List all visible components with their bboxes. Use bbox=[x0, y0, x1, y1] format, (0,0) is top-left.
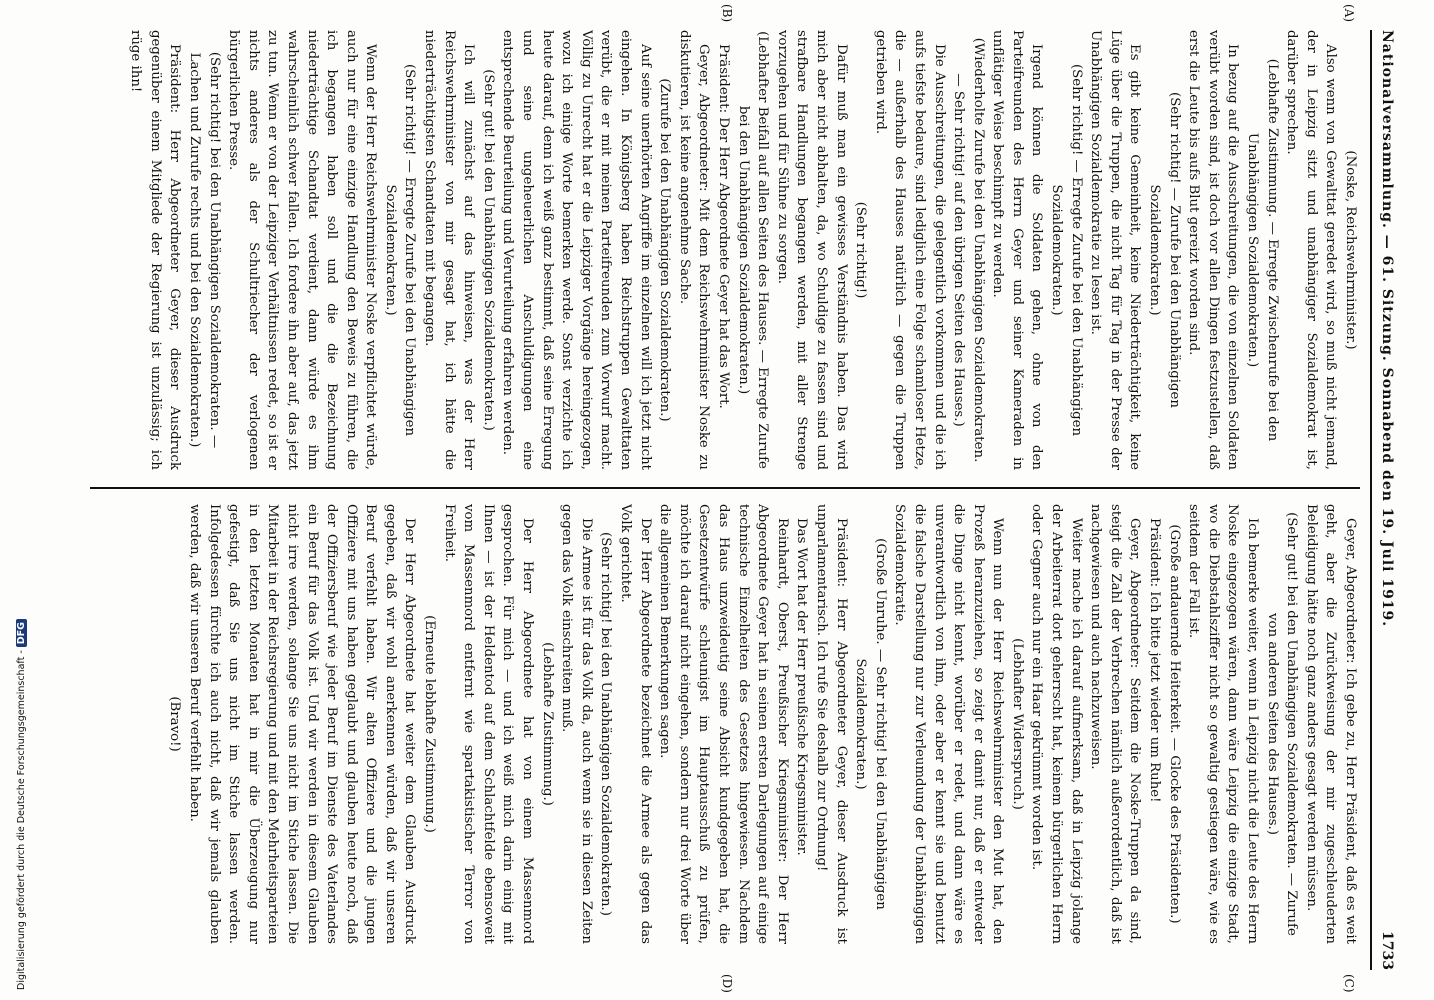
paragraph: Weiter mache ich darauf aufmerksam, daß in Leipzig jolange der Arbeiterrat dort geherrscht hat, keinem bürgerlichen Herrn oder Gegner auch nur ein Haar gekrümmt worden ist. bbox=[1029, 504, 1084, 944]
column-divider bbox=[90, 487, 1360, 489]
paragraph: Geyer, Abgeordneter: Seitdem die Noske-Truppen da sind, steigt die Zahl der Verbrechen nämlich außerordentlich, daß ist nachgewiesen und auch nachzuweisen. bbox=[1088, 504, 1143, 944]
paragraph: Ich will zunächst auf das hinweisen, was der Herr Reichswehrminister von mir gesagt hat, ich hätte die niederträchtigsten Schandtaten mit begangen. bbox=[422, 30, 477, 470]
paragraph: Auf seine unerhörten Angriffe im einzelnen will ich jetzt nicht eingehen. In Königsberg haben Reichstruppen Gewalttaten verübt, die er mit meinen Parteifreunden zum Vorwurf macht. Völlig zu Unrecht hat er die Leipziger Vorgänge hereingezogen, wozu ich einige Worte bemerken werde. Sonst verzichte ich heute darauf, denn ich weiß ganz bestimmt, daß seine Erregung und seine ungeheuerlichen Anschuldigungen eine entsprechende Beurteilung und Verurteilung erfahren werden. bbox=[500, 30, 653, 470]
paragraph: Die Armee ist für das Volk da, auch wenn sie in diesen Zeiten gegen das Volk einschreiten muß. bbox=[559, 504, 594, 944]
paragraph: (Zurufe bei den Unabhängigen Sozialdemokraten.) bbox=[657, 78, 673, 422]
paragraph: Ich bemerke weiter, wenn in Leipzig nicht die Leute des Herrn Noske eingezogen wären, dann wäre Leipzig die einzige Stadt, wo die Diebstahlsziffer nicht so gewaltig gestiegen wäre, wie es seitdem der Fall ist. bbox=[1186, 504, 1261, 944]
paragraph: (Sehr richtig! — Erregte Zurufe bei den Unabhängigen Sozialdemokraten.) bbox=[1049, 63, 1084, 437]
paragraph: Wenn nun der Herr Reichswehrminister den Mut hat, den Prozeß heranzuziehen, so zeigt er damit nur, daß er entweder die Dinge nicht kennt, worüber er redet, und dann wäre es unverantwortlich von ihm, oder aber er kennt sie und benutzt die falsche Darstellung nur zur Verleumdung der Unabhängigen Sozialdemokratie. bbox=[892, 504, 1006, 944]
credit-text: Digitalisierung gefördert durch die Deutsche Forschungsgemeinschaft - bbox=[16, 650, 27, 990]
page-header bbox=[1374, 30, 1400, 970]
paragraph: (Lebhafter Beifall auf allen Seiten des Hauses. — Erregte Zurufe bei den Unabhängigen Sozialdemokraten.) bbox=[735, 31, 771, 469]
paragraph: Irgend können die Soldaten gehen, ohne von den Parteifreunden des Herrn Geyer und seiner Kameraden in unflätiger Weise beschimpft zu werden. bbox=[990, 30, 1045, 470]
paragraph: (Sehr richtig! bei den Unabhängigen Sozialdemokraten.) bbox=[598, 532, 614, 916]
paragraph: Geyer, Abgeordneter: Mit dem Reichswehrminister Noske zu diskutieren, ist keine angenehme Sache. bbox=[676, 30, 712, 470]
margin-marker-a: (A) bbox=[1342, 4, 1356, 23]
margin-marker-b: (B) bbox=[720, 4, 734, 23]
paragraph: Geyer, Abgeordneter: Ich gebe zu, Herr Präsident, daß es weit geht, aber die Zurückweisung der mir zugeschleuderten Beleidigung hätte noch ganz anders gesagt werden müssen. bbox=[1303, 504, 1358, 944]
margin-marker-d: (D) bbox=[720, 974, 734, 993]
paragraph: (Sehr richtig! bei den Unabhängigen Sozialdemokraten. — Lachen und Zurufe rechts und bei den Sozialdemokraten.) bbox=[186, 51, 222, 449]
left-text-column bbox=[80, 30, 1360, 470]
digitization-credit bbox=[16, 10, 30, 990]
paragraph: Präsident: Herr Abgeordneter Geyer, dieser Ausdruck ist unparlamentarisch. Ich rufe Sie deshalb zur Ordnung! bbox=[813, 504, 849, 944]
paragraph: (Große Unruhe. — Sehr richtig! bei den Unabhängigen Sozialdemokraten.) bbox=[853, 538, 888, 910]
paragraph: (Große andauernde Heiterkeit. — Glocke des Präsidenten.) bbox=[1166, 524, 1182, 924]
paragraph: (Sehr gut! bei den Unabhängigen Sozialdemokraten.) bbox=[480, 69, 496, 431]
paragraph: Wenn der Herr Reichswehrminister Noske verpflichtet würde, auch nur für eine einzige Handlung den Beweis zu führen, die ich begangen haben soll und die die Bezeichnung niederträchtige Schandtat verdient, dann würde es ihm wahrscheinlich schwer fallen. Ich fordere ihn aber auf, das jetzt zu tun. Wenn er von der Leipziger Verhältnissen redet, so ist er nichts anderes als der Schultriecher der verlogenen bürgerlichen Presse. bbox=[226, 30, 379, 470]
paragraph: (Lebhafter Widerspruch.) bbox=[1009, 638, 1025, 810]
margin-marker-c: (C) bbox=[1342, 974, 1356, 993]
paragraph: Präsident: Herr Abgeordneter Geyer, dieser Ausdruck gegenüber einem Mitgliede der Regierung ist unzulässig; ich rüge ihn! bbox=[128, 30, 183, 470]
paragraph: Also wenn von Gewalttat geredet wird, so muß nicht jemand, der in Leipzig sitzt und unabhängiger Sozialdemokrat ist, darüber sprechen. bbox=[1284, 30, 1339, 470]
paragraph: Der Herr Abgeordnete hat weiter dem Glauben Ausdruck gegeben, daß wir wohl anerkennen würden, daß wir unseren Beruf verfehlt haben. Wir alten Offiziere und die jungen Offiziere mit uns haben geglaubt und glauben heute noch, daß der Offiziersberuf wie jeder Beruf im Dienste des Vaterlandes ein Beruf für das Volk ist. Und wir werden in diesem Glauben nicht irre werden, solange Sie uns nicht im Stiche lassen. Die Mitarbeit in der Reichsregierung und mit den Mehrheitsparteien in den letzten Monaten hat in mir die Überzeugung nur gefestigt, daß Sie uns nicht im Stiche lassen werden. Infolgedessen fürchte ich auch nicht, daß wir jemals glauben werden, daß wir unseren Beruf verfehlt haben. bbox=[186, 504, 418, 944]
right-text-column bbox=[80, 504, 1360, 944]
paragraph: (Wiederholte Zurufe bei den Unabhängigen Sozialdemokraten. — Sehr richtig! auf den übrigen Seiten des Hauses.) bbox=[951, 37, 986, 463]
paragraph: Reinhardt, Oberst, Preußischer Kriegsminister: Der Herr Abgeordnete Geyer hat in seinen ersten Darlegungen auf einige technische Einzelheiten des Gesetzes hingewiesen. Nachdem das Haus unzweideutig seine Absicht kundgegeben hat, die Gesetzentwürfe schleunigst im Hauptausschuß zu prüfen, möchte ich darauf nicht eingehen, sondern nur drei Worte über die allgemeinen Bemerkungen sagen. bbox=[657, 504, 790, 944]
header-rule bbox=[1370, 30, 1372, 970]
paragraph: (Lebhafte Zustimmung.) bbox=[539, 642, 555, 806]
paragraph: Präsident: Der Herr Abgeordnete Geyer hat das Wort. bbox=[716, 44, 731, 409]
paragraph: Der Herr Abgeordnete bezeichnet die Armee als gegen das Volk gerichtet. bbox=[618, 504, 653, 944]
paragraph: (Lebhafte Zustimmung. — Erregte Zwischenrufe bei den Unabhängigen Sozialdemokraten.) bbox=[1245, 58, 1280, 442]
page-title: Nationalversammlung. — 61. Sitzung. Sonnabend den 19. Juli 1919. bbox=[1379, 30, 1395, 628]
paragraph: Der Herr Abgeordnete hat von einem Massenmord gesprochen. Für mich — und ich weiß mich darin einig mit Ihnen — ist der Heldentod auf dem Schlachtfelde ebensoweit vom Massenmord entfernt wie spartakistischer Terror von Freiheit. bbox=[441, 504, 536, 944]
paragraph: (Sehr gut! bei den Unabhängigen Sozialdemokraten. — Zurufe von anderen Seiten des Hauses.) bbox=[1264, 512, 1300, 936]
paragraph: Es gibt keine Gemeinheit, keine Niederträchtigkeit, keine Lüge über die Truppen, die nicht Tag für Tag in der Presse der Unabhängigen Sozialdemokratie zu lesen ist. bbox=[1088, 30, 1143, 470]
paragraph: (Sehr richtig! — Zurufe bei den Unabhängigen Sozialdemokraten.) bbox=[1147, 92, 1182, 408]
paragraph: Präsident: Ich bitte jetzt wieder um Ruhe! bbox=[1147, 518, 1163, 803]
paragraph: (Sehr richtig!) bbox=[853, 201, 869, 299]
paragraph: Dafür muß man ein gewisses Verständnis haben. Das wird mich aber nicht abhalten, da, wo Schuldige zu fassen sind und strafbare Handlungen begangen werden, mit aller Strenge vorzugehen und für Sühne zu sorgen. bbox=[774, 30, 849, 470]
paragraph: (Noske, Reichswehrminister.) bbox=[1343, 150, 1358, 350]
paragraph: (Sehr richtig! — Erregte Zurufe bei den Unabhängigen Sozialdemokraten.) bbox=[382, 63, 418, 437]
rotated-newspaper-page bbox=[70, 4, 1400, 993]
dfg-logo: DFG bbox=[16, 619, 27, 647]
paragraph: Das Wort hat der Herr preußische Kriegsminister. bbox=[794, 518, 810, 856]
paragraph: (Erneute lebhafte Zustimmung.) bbox=[422, 615, 438, 833]
paragraph: (Bravo!) bbox=[167, 696, 183, 752]
page-number: 1733 bbox=[1379, 931, 1395, 970]
paragraph: Die Ausschreitungen, die gelegentlich vorkommen und die ich aufs tiefste bedaure, sind lediglich eine Folge schamloser Hetze, die — außerhalb des Hauses natürlich — gegen die Truppen getrieben wird. bbox=[872, 30, 947, 470]
paragraph: In bezug auf die Ausschreitungen, die von einzelnen Soldaten verübt worden sind, ist doch vor allen Dingen festzustellen, daß erst die Leute bis aufs Blut gereizt worden sind. bbox=[1186, 30, 1241, 470]
